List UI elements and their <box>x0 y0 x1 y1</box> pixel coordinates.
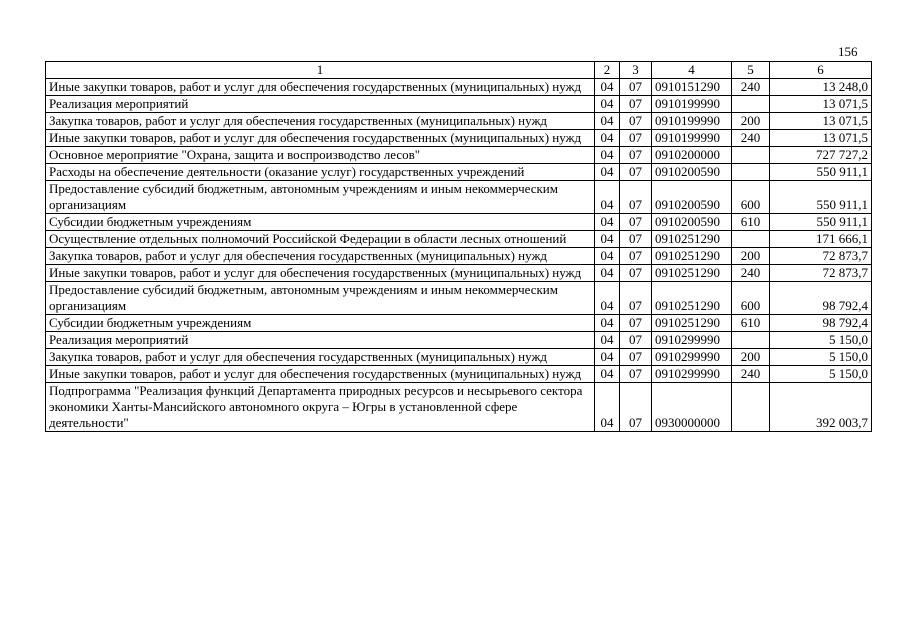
target-article-cell: 0930000000 <box>652 383 732 432</box>
target-article-cell: 0910299990 <box>652 349 732 366</box>
expense-type-cell: 600 <box>732 282 770 315</box>
target-article-cell: 0910299990 <box>652 332 732 349</box>
amount-cell: 5 150,0 <box>770 349 872 366</box>
expense-type-cell <box>732 231 770 248</box>
table-row <box>46 164 872 181</box>
budget-table <box>45 61 872 432</box>
target-article-cell: 0910199990 <box>652 113 732 130</box>
amount-cell: 171 666,1 <box>770 231 872 248</box>
expense-type-cell: 240 <box>732 79 770 96</box>
subsection-code-cell: 07 <box>620 349 652 366</box>
row-name-cell: Предоставление субсидий бюджетным, автономным учреждениям и иным некоммерческим организациям <box>46 282 595 315</box>
expense-type-cell: 240 <box>732 130 770 147</box>
row-name-cell: Реализация мероприятий <box>46 96 595 113</box>
amount-cell: 727 727,2 <box>770 147 872 164</box>
table-row <box>46 265 872 282</box>
subsection-code-cell: 07 <box>620 231 652 248</box>
table-row <box>46 113 872 130</box>
section-code-cell: 04 <box>595 79 620 96</box>
amount-cell: 98 792,4 <box>770 315 872 332</box>
amount-cell: 13 071,5 <box>770 96 872 113</box>
amount-cell: 550 911,1 <box>770 181 872 214</box>
section-code-cell: 04 <box>595 315 620 332</box>
amount-cell: 13 071,5 <box>770 130 872 147</box>
row-name-cell: Субсидии бюджетным учреждениям <box>46 315 595 332</box>
row-name-cell: Иные закупки товаров, работ и услуг для обеспечения государственных (муниципальных) нужд <box>46 265 595 282</box>
subsection-code-cell: 07 <box>620 366 652 383</box>
subsection-code-cell: 07 <box>620 383 652 432</box>
section-code-cell: 04 <box>595 164 620 181</box>
target-article-cell: 0910200590 <box>652 164 732 181</box>
amount-cell: 13 071,5 <box>770 113 872 130</box>
table-row <box>46 332 872 349</box>
row-name-cell: Закупка товаров, работ и услуг для обеспечения государственных (муниципальных) нужд <box>46 113 595 130</box>
target-article-cell: 0910199990 <box>652 130 732 147</box>
section-code-cell: 04 <box>595 181 620 214</box>
target-article-cell: 0910151290 <box>652 79 732 96</box>
expense-type-cell: 610 <box>732 214 770 231</box>
table-row <box>46 383 872 432</box>
table-row <box>46 147 872 164</box>
section-code-cell: 04 <box>595 349 620 366</box>
table-row <box>46 349 872 366</box>
expense-type-cell <box>732 332 770 349</box>
subsection-code-cell: 07 <box>620 265 652 282</box>
table-row <box>46 282 872 315</box>
table-row <box>46 248 872 265</box>
row-name-cell: Реализация мероприятий <box>46 332 595 349</box>
row-name-cell: Подпрограмма "Реализация функций Департамента природных ресурсов и несырьевого сектора экономики Ханты-Мансийского автономного округа – Югры в установленной сфере деятельности" <box>46 383 595 432</box>
section-code-cell: 04 <box>595 383 620 432</box>
row-name-cell: Иные закупки товаров, работ и услуг для обеспечения государственных (муниципальных) нужд <box>46 79 595 96</box>
section-code-cell: 04 <box>595 130 620 147</box>
table-row <box>46 96 872 113</box>
amount-cell: 98 792,4 <box>770 282 872 315</box>
amount-cell: 550 911,1 <box>770 214 872 231</box>
subsection-code-cell: 07 <box>620 130 652 147</box>
row-name-cell: Закупка товаров, работ и услуг для обеспечения государственных (муниципальных) нужд <box>46 248 595 265</box>
target-article-cell: 0910251290 <box>652 315 732 332</box>
target-article-cell: 0910199990 <box>652 96 732 113</box>
page-number: 156 <box>838 44 858 59</box>
section-code-cell: 04 <box>595 113 620 130</box>
expense-type-cell: 240 <box>732 366 770 383</box>
header-row <box>46 62 872 79</box>
table-row <box>46 366 872 383</box>
header-cell: 5 <box>732 62 770 79</box>
amount-cell: 72 873,7 <box>770 265 872 282</box>
table-row <box>46 181 872 214</box>
row-name-cell: Осуществление отдельных полномочий Российской Федерации в области лесных отношений <box>46 231 595 248</box>
target-article-cell: 0910251290 <box>652 248 732 265</box>
subsection-code-cell: 07 <box>620 181 652 214</box>
table-row <box>46 130 872 147</box>
section-code-cell: 04 <box>595 214 620 231</box>
amount-cell: 13 248,0 <box>770 79 872 96</box>
section-code-cell: 04 <box>595 248 620 265</box>
section-code-cell: 04 <box>595 282 620 315</box>
amount-cell: 392 003,7 <box>770 383 872 432</box>
row-name-cell: Иные закупки товаров, работ и услуг для обеспечения государственных (муниципальных) нужд <box>46 130 595 147</box>
subsection-code-cell: 07 <box>620 147 652 164</box>
subsection-code-cell: 07 <box>620 282 652 315</box>
section-code-cell: 04 <box>595 96 620 113</box>
header-cell: 2 <box>595 62 620 79</box>
amount-cell: 72 873,7 <box>770 248 872 265</box>
row-name-cell: Иные закупки товаров, работ и услуг для обеспечения государственных (муниципальных) нужд <box>46 366 595 383</box>
row-name-cell: Предоставление субсидий бюджетным, автономным учреждениям и иным некоммерческим организациям <box>46 181 595 214</box>
expense-type-cell <box>732 147 770 164</box>
table-row <box>46 79 872 96</box>
row-name-cell: Закупка товаров, работ и услуг для обеспечения государственных (муниципальных) нужд <box>46 349 595 366</box>
section-code-cell: 04 <box>595 231 620 248</box>
target-article-cell: 0910200000 <box>652 147 732 164</box>
section-code-cell: 04 <box>595 147 620 164</box>
expense-type-cell: 600 <box>732 181 770 214</box>
section-code-cell: 04 <box>595 265 620 282</box>
target-article-cell: 0910200590 <box>652 214 732 231</box>
header-cell: 4 <box>652 62 732 79</box>
table-row <box>46 315 872 332</box>
subsection-code-cell: 07 <box>620 96 652 113</box>
target-article-cell: 0910299990 <box>652 366 732 383</box>
row-name-cell: Расходы на обеспечение деятельности (оказание услуг) государственных учреждений <box>46 164 595 181</box>
section-code-cell: 04 <box>595 366 620 383</box>
expense-type-cell <box>732 164 770 181</box>
row-name-cell: Субсидии бюджетным учреждениям <box>46 214 595 231</box>
subsection-code-cell: 07 <box>620 113 652 130</box>
expense-type-cell: 610 <box>732 315 770 332</box>
section-code-cell: 04 <box>595 332 620 349</box>
target-article-cell: 0910251290 <box>652 231 732 248</box>
amount-cell: 5 150,0 <box>770 332 872 349</box>
expense-type-cell: 200 <box>732 113 770 130</box>
subsection-code-cell: 07 <box>620 79 652 96</box>
subsection-code-cell: 07 <box>620 164 652 181</box>
header-cell: 6 <box>770 62 872 79</box>
target-article-cell: 0910200590 <box>652 181 732 214</box>
expense-type-cell: 200 <box>732 349 770 366</box>
subsection-code-cell: 07 <box>620 248 652 265</box>
amount-cell: 550 911,1 <box>770 164 872 181</box>
expense-type-cell <box>732 96 770 113</box>
target-article-cell: 0910251290 <box>652 265 732 282</box>
row-name-cell: Основное мероприятие "Охрана, защита и воспроизводство лесов" <box>46 147 595 164</box>
expense-type-cell: 240 <box>732 265 770 282</box>
expense-type-cell: 200 <box>732 248 770 265</box>
header-cell: 1 <box>46 62 595 79</box>
table-row <box>46 231 872 248</box>
subsection-code-cell: 07 <box>620 315 652 332</box>
header-cell: 3 <box>620 62 652 79</box>
subsection-code-cell: 07 <box>620 214 652 231</box>
subsection-code-cell: 07 <box>620 332 652 349</box>
amount-cell: 5 150,0 <box>770 366 872 383</box>
expense-type-cell <box>732 383 770 432</box>
target-article-cell: 0910251290 <box>652 282 732 315</box>
table-row <box>46 214 872 231</box>
